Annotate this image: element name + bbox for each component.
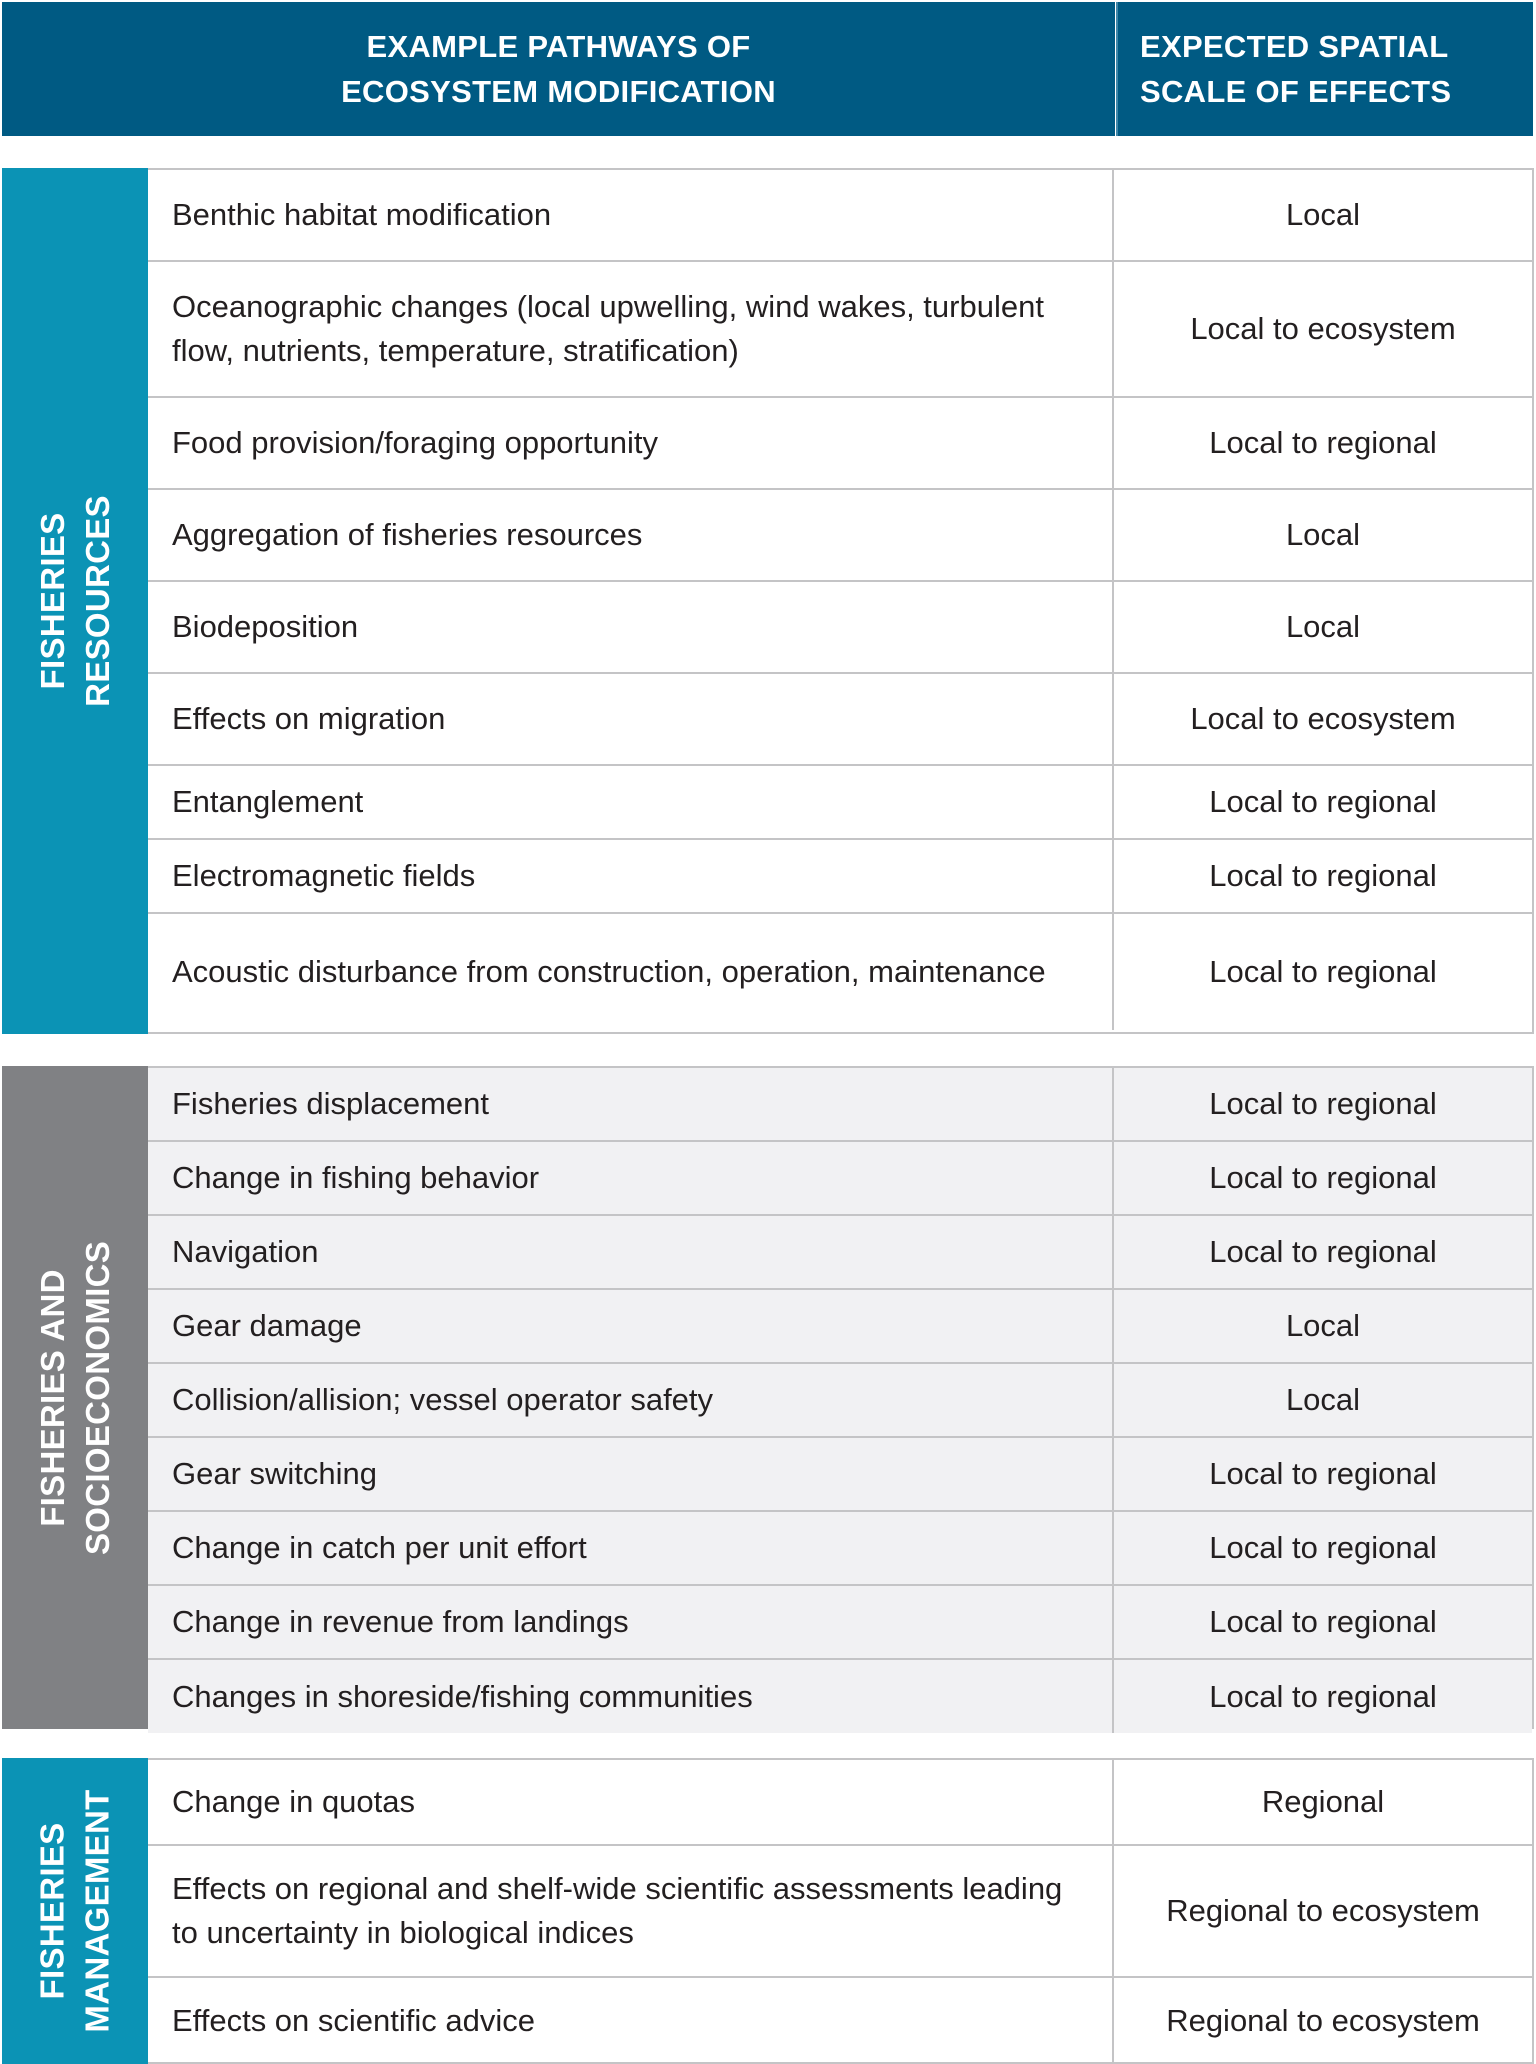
scale-cell: Local to regional: [1209, 1160, 1437, 1195]
pathway-cell: Effects on regional and shelf-wide scientific assessments leading to uncertainty in biological indices: [148, 1846, 1114, 1976]
section-table: [148, 1758, 1534, 2064]
scale-cell: Local: [1285, 197, 1361, 232]
scale-cell: Regional: [1261, 1784, 1385, 1819]
scale-cell: Local to regional: [1209, 858, 1437, 893]
section-label-fisheries-management: [2, 1758, 148, 2064]
scale-cell: Local: [1285, 609, 1361, 644]
scale-cell: Local to ecosystem: [1190, 311, 1456, 346]
section-label-fisheries-resources: [2, 168, 148, 1034]
pathway-cell: Change in catch per unit effort: [148, 1512, 1114, 1584]
scale-cell: Local to regional: [1209, 784, 1437, 819]
section-label-text: FISHERIES AND SOCIOECONOMICS: [34, 1240, 116, 1555]
pathway-cell: Change in quotas: [148, 1760, 1114, 1844]
scale-cell: Local to ecosystem: [1190, 701, 1456, 736]
table-row: [148, 1512, 1532, 1586]
scale-cell: Local to regional: [1209, 954, 1437, 989]
table-row: [148, 490, 1532, 582]
table-row: [148, 1660, 1532, 1733]
header-pathways: [2, 2, 1115, 136]
pathway-cell: Collision/allision; vessel operator safety: [148, 1364, 1114, 1436]
table-row: [148, 1290, 1532, 1364]
scale-cell: Local to regional: [1209, 1234, 1437, 1269]
pathway-cell: Acoustic disturbance from construction, operation, maintenance: [148, 914, 1114, 1030]
scale-cell: Local to regional: [1209, 425, 1437, 460]
section-table: [148, 1066, 1534, 1729]
scale-cell: Local: [1285, 1382, 1361, 1417]
pathway-cell: Effects on scientific advice: [148, 1978, 1114, 2064]
table-row: [148, 674, 1532, 766]
table-row: [148, 1068, 1532, 1142]
table-row: [148, 1586, 1532, 1660]
section-table: [148, 168, 1534, 1034]
section-label-text: FISHERIES RESOURCES: [34, 495, 116, 707]
table-row: [148, 1216, 1532, 1290]
table-row: [148, 766, 1532, 840]
table-row: [148, 1142, 1532, 1216]
scale-cell: Local to regional: [1209, 1678, 1437, 1714]
pathway-cell: Effects on migration: [148, 674, 1114, 764]
scale-cell: Local to regional: [1209, 1086, 1437, 1121]
pathway-cell: Change in fishing behavior: [148, 1142, 1114, 1214]
pathway-cell: Biodeposition: [148, 582, 1114, 672]
scale-cell: Local: [1285, 517, 1361, 552]
table-row: [148, 398, 1532, 490]
pathway-cell: Changes in shoreside/fishing communities: [148, 1660, 1114, 1733]
pathway-cell: Oceanographic changes (local upwelling, wind wakes, turbulent flow, nutrients, temperature, stratification): [148, 262, 1114, 396]
header-scale-title: EXPECTED SPATIAL SCALE OF EFFECTS: [1140, 29, 1452, 109]
scale-cell: Local to regional: [1209, 1530, 1437, 1565]
section-label-text: FISHERIES MANAGEMENT: [34, 1789, 116, 2033]
pathway-cell: Gear damage: [148, 1290, 1114, 1362]
pathway-cell: Gear switching: [148, 1438, 1114, 1510]
table-row: [148, 840, 1532, 914]
table-row: [148, 582, 1532, 674]
pathway-cell: Entanglement: [148, 766, 1114, 838]
table-row: [148, 1438, 1532, 1512]
pathway-cell: Benthic habitat modification: [148, 170, 1114, 260]
scale-cell: Regional to ecosystem: [1166, 2003, 1480, 2038]
section-fisheries-socioeconomics: [0, 1066, 1536, 1729]
section-fisheries-resources: [0, 168, 1536, 1034]
table-row: [148, 1760, 1532, 1846]
pathway-cell: Fisheries displacement: [148, 1068, 1114, 1140]
table-row: [148, 1846, 1532, 1978]
header-pathways-title: EXAMPLE PATHWAYS OF ECOSYSTEM MODIFICATION: [341, 29, 776, 109]
scale-cell: Local to regional: [1209, 1604, 1437, 1639]
pathway-cell: Change in revenue from landings: [148, 1586, 1114, 1658]
table-row: [148, 1364, 1532, 1438]
scale-cell: Local to regional: [1209, 1456, 1437, 1491]
header-scale: [1116, 2, 1533, 136]
table-row: [148, 1978, 1532, 2064]
table-row: [148, 914, 1532, 1030]
table-row: [148, 262, 1532, 398]
scale-cell: Local: [1285, 1308, 1361, 1343]
section-label-fisheries-socioeconomics: [2, 1066, 148, 1729]
section-fisheries-management: [0, 1758, 1536, 2064]
scale-cell: Regional to ecosystem: [1166, 1893, 1480, 1928]
pathway-cell: Navigation: [148, 1216, 1114, 1288]
pathway-cell: Aggregation of fisheries resources: [148, 490, 1114, 580]
pathway-cell: Electromagnetic fields: [148, 840, 1114, 912]
pathway-cell: Food provision/foraging opportunity: [148, 398, 1114, 488]
table-row: [148, 170, 1532, 262]
